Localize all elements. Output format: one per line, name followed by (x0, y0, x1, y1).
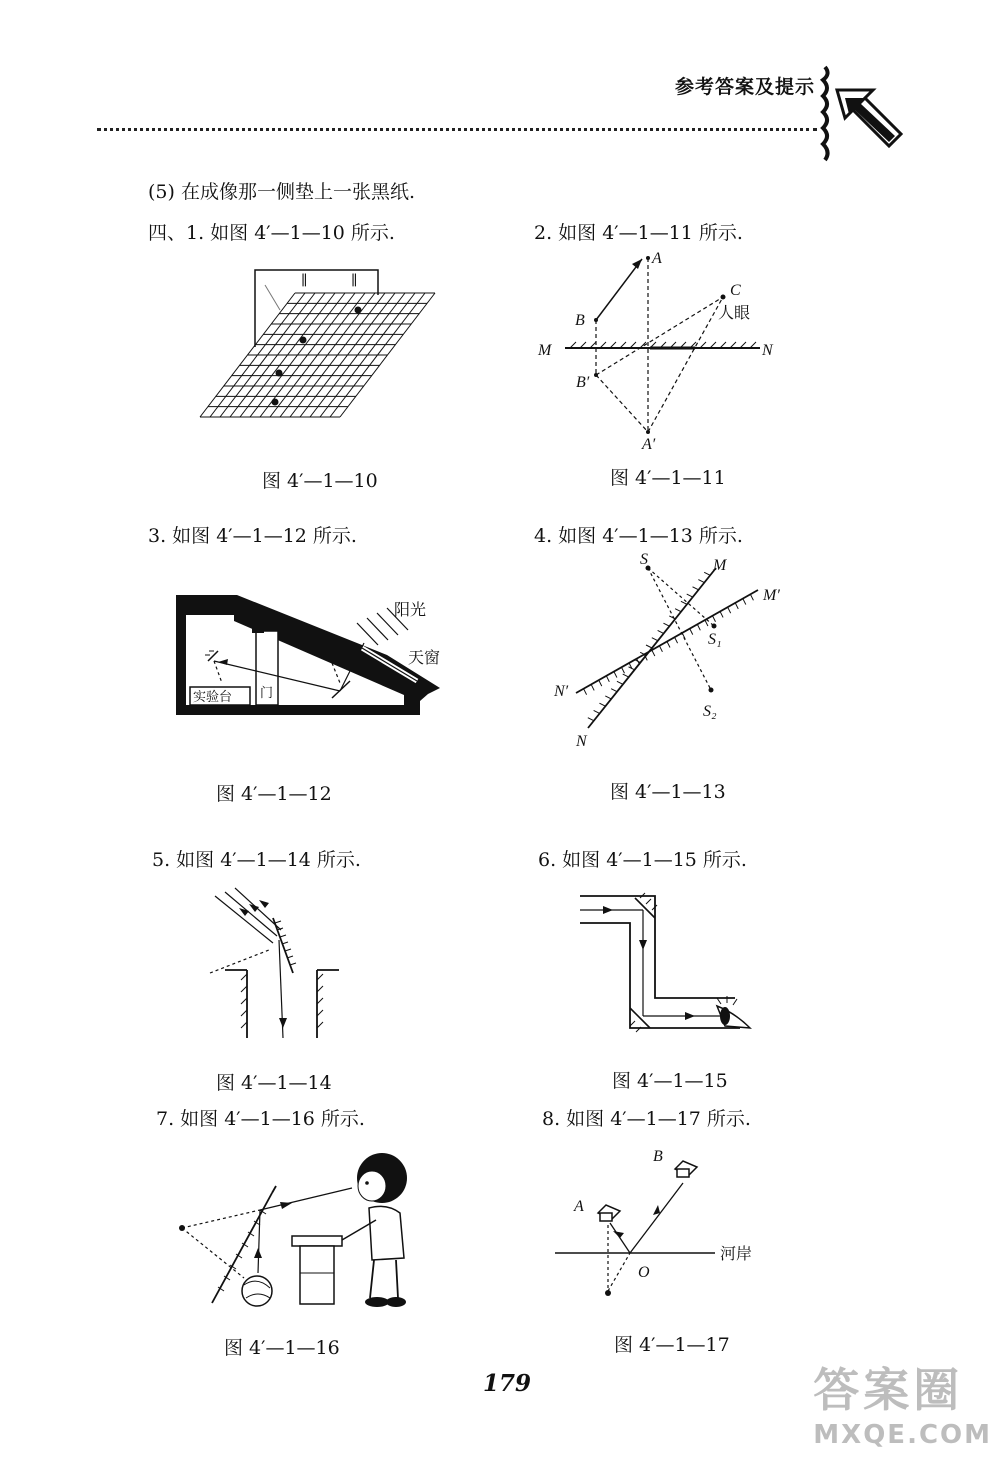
question-1: 四、1. 如图 4′—1—10 所示. (148, 222, 395, 244)
label-B: B (653, 1148, 663, 1165)
label-S1: S₁ (708, 631, 722, 648)
figure-15-periscope (575, 888, 760, 1043)
label-river-bank: 河岸 (720, 1246, 753, 1263)
figure-16-child-mirror (172, 1148, 417, 1313)
label-C: C (730, 282, 741, 299)
label-eye: 人眼 (718, 305, 751, 322)
page-number: 179 (483, 1370, 532, 1397)
figure-16-caption: 图 4′—1—16 (224, 1337, 340, 1359)
label-A: A (574, 1198, 584, 1215)
figure-13-caption: 图 4′—1—13 (610, 781, 726, 803)
label-M-prime: M′ (763, 587, 780, 604)
figure-14-caption: 图 4′—1—14 (216, 1072, 332, 1094)
watermark-title: 答案圈 (813, 1363, 964, 1417)
label-N: N (576, 733, 587, 750)
label-M: M (538, 342, 552, 359)
figure-14-periscope (205, 888, 345, 1048)
question-4: 4. 如图 4′—1—13 所示. (534, 525, 743, 547)
question-6: 6. 如图 4′—1—15 所示. (538, 849, 747, 871)
label-N: N (762, 342, 773, 359)
label-skylight: 天窗 (408, 650, 441, 667)
answer-line-5: (5) 在成像那一侧垫上一张黑纸. (148, 181, 415, 203)
svg-text:∥: ∥ (301, 274, 308, 289)
header-arrow-icon (815, 62, 915, 162)
label-door: 门 (260, 685, 274, 700)
label-O: O (638, 1264, 650, 1281)
label-S: S (640, 551, 648, 568)
label-table: 实验台 (193, 689, 233, 704)
figure-12-room-skylight (172, 593, 452, 723)
question-7: 7. 如图 4′—1—16 所示. (156, 1108, 365, 1130)
label-M: M (713, 557, 727, 574)
question-5: 5. 如图 4′—1—14 所示. (152, 849, 361, 871)
figure-10-grid (195, 265, 440, 425)
header-divider (97, 128, 817, 131)
label-A: A (652, 250, 662, 267)
figure-13-two-mirrors (548, 548, 798, 748)
label-S2: S₂ (703, 703, 717, 720)
watermark-url: MXQE.COM (813, 1420, 992, 1450)
figure-11-caption: 图 4′—1—11 (610, 467, 726, 489)
label-B: B (575, 312, 585, 329)
figure-17-river-bank (550, 1143, 780, 1303)
question-3: 3. 如图 4′—1—12 所示. (148, 525, 357, 547)
question-8: 8. 如图 4′—1—17 所示. (542, 1108, 751, 1130)
label-N-prime: N′ (554, 683, 569, 700)
watermark (813, 1354, 992, 1450)
label-A-image: A′ (642, 436, 656, 453)
figure-15-caption: 图 4′—1—15 (612, 1070, 728, 1092)
label-B-image: B′ (576, 374, 590, 391)
question-2: 2. 如图 4′—1—11 所示. (534, 222, 743, 244)
figure-17-caption: 图 4′—1—17 (614, 1334, 730, 1356)
figure-11-mirror-image (530, 245, 790, 455)
svg-text:∥: ∥ (351, 274, 358, 289)
header-title: 参考答案及提示 (674, 76, 815, 98)
figure-10-caption: 图 4′—1—10 (262, 470, 378, 492)
figure-12-caption: 图 4′—1—12 (216, 783, 332, 805)
label-sunlight: 阳光 (394, 602, 427, 619)
